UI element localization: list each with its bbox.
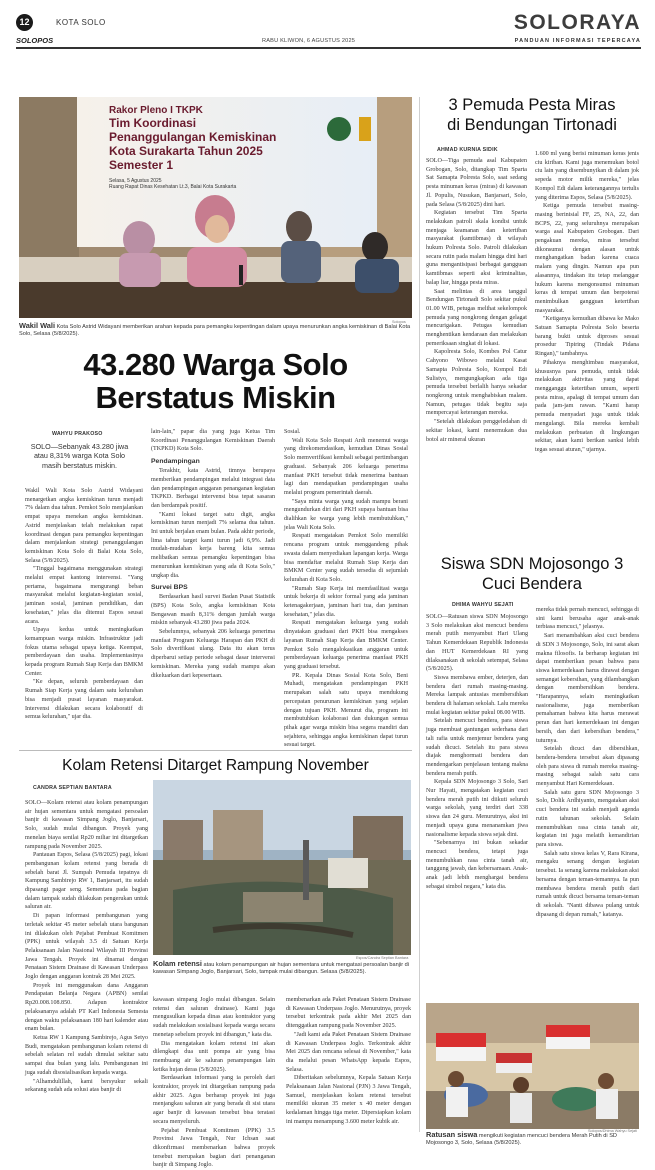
paragraph: Diberitakan sebelumnya, Kepala Satuan Kerja Pelaksanaan Jalan Nasional (PJN) 3 Jawa Tengah, Samuel, menjelaskan kolam retensi tersebut memiliki ukuran 35 meter x 40 meter dengan kedalaman hingga tiga meter. Dipersiapkan kolam ini mampu menampung 3.600 meter kubik air. (286, 1075, 411, 1125)
paragraph: membenarkan ada Paket Penataan Sistem Drainase di Kawasan Underpass Joglo. Menurutnya, proyek tersebut terkontrak pada akhir Mei 2025 dan ditenggatkan rampung pada November 2025. (286, 997, 411, 1030)
paragraph: SOLO—Ratusan siswa SDN Mojosongo 3 Solo melakukan aksi mencuci bendera merah putih menyambut Hari Ulang Tahun Kemerdekaan Republik Indonesia dan HUT Kemerdekaan RI yang dilaksanakan di sekolah setempat, Selasa (5/8/2025). (426, 614, 528, 673)
banner-line: Penanggulangan Kemiskinan (109, 130, 277, 144)
kolam-col2 (153, 996, 275, 1169)
byline: WAHYU PRAKOSO (52, 431, 103, 437)
paragraph: Proyek ini menggunakan dana Anggaran Pendapatan Belanja Negara (APBN) senilai Rp20.008.108.850. Adapun kontraktor pelaksananya adalah PT Karl Indonesia Semesta dengan waktu pelaksanaan 180 hari kalender atau enam bulan. (25, 982, 148, 1033)
headline-line: 3 Pemuda Pesta Miras (448, 96, 616, 114)
byline: CANDRA SEPTIAN BANTARA (33, 785, 112, 791)
section-label-right: SOLORAYA (513, 11, 641, 34)
paragraph: Kegiatan tersebut Tim Sparta melakukan patroli skala kondisi untuk menjaga keamanan dan ketertiban masyarakat (kamtibmas) di wilayah hukum Polresta Solo. Patroli dilakukan secara rutin pada malam hingga dini hari guna mengantisipasi berbagai gangguan kamtibmas seperti aksi kriminalitas, balap liar, hingga pesta miras. (426, 210, 527, 286)
paragraph: Pihaknya menghimbau masyarakat, khususnya para pemuda, untuk tidak melakukan aktivitas yang dapat mengganggu ketertiban umum, seperti pesta miras, apalagi di tempat umum dan pada jam-jam rawan. "Kami harap pemuda menyadari juga untuk tidak mengulangi. Bila mereka kembali melakukan perbuatan di lingkungan sekitar, akan kami berikan sanksi lebih tegas sesuai aturan," ujarnya. (535, 359, 639, 453)
banner-line: Semester 1 (109, 158, 174, 172)
paragraph: Wakil Wali Kota Solo Astrid Widayani menargetkan angka kemiskinan turun menjadi 7% dalam dua tahun. Pemkot Solo menjalankan empat upaya menekan angka kemiskinan. Astrid menjelaskan telah melakukan rapat koordinasi dengan para pemangku kepentingan dalam menjalankan strategi penanggulangan kemiskinan Kota Solo di Balai Kota Solo, Selasa (5/8/2025). (25, 488, 143, 564)
caption-lead: Ratusan siswa (426, 1130, 478, 1139)
main-headline (19, 348, 412, 414)
headline-line: di Bendungan Tirtonadi (447, 115, 617, 134)
paragraph: Sosial. (284, 429, 301, 435)
paragraph: "Setelah dilakukan penggeledahan di sekitar lokasi, kami menemukan dua botol air mineral ukuran (426, 419, 527, 443)
tagline: PANDUAN INFORMASI TEPERCAYA (514, 38, 641, 44)
brand-logo: SOLOPOS (16, 36, 54, 45)
paragraph: Kepala SDN Mojosongo 3 Solo, Sari Nur Hayati, mengatakan kegiatan cuci bendera merah putih ini diikuti seluruh warga sekolah, yang terdiri dari 338 siswa dan 24 guru. Menurutnya, aksi ini menjadi upaya guna menanamkan jiwa nasionalisme kepada siswa sejak dini. (426, 779, 528, 838)
kolam-col1 (25, 799, 148, 1139)
banner-line: Ruang Rapat Dinas Kesehatan Lt.3, Balai Kota Surakarta (109, 184, 237, 190)
paragraph: lain-lain," papar dia yang juga Ketua Tim Koordinasi Penanggulangan Kemiskinan Daerah (TKPKD) Kota Solo. (151, 429, 275, 453)
paragraph: "Sebenarnya ini bukan sekadar mencuci bendera, tetapi juga menumbuhkan rasa cinta tanah air, tanggung jawab, dan kebersamaan. Anak-anak jadi lebih menghargai bendera sebagai simbol negara," kata dia. (426, 840, 528, 890)
kolam-headline: Kolam Retensi Ditarget Rampung November (62, 757, 369, 774)
main-story-col3 (284, 428, 408, 749)
paragraph: Kapolresta Solo, Kombes Pol Catur Cahyono Wibowo melalui Kasat Samapta Polresta Solo, Kompol Edi Sulistyo, mengungkapkan ada tiga pemuda tersebut berlalih hanya sekadar nongkrong untuk menghabiskan malam. Namun, petugas tidak begitu saja mempercayai keterangan mereka. (426, 349, 527, 417)
page-number: 12 (19, 17, 30, 27)
paragraph: "Alhamdulillah, kami bersyukur sekali sekarang sudah ada solusi atas banjir di (25, 1078, 148, 1094)
banner-line: Selasa, 5 Agustus 2025 (109, 178, 162, 184)
kolam-photo (153, 780, 411, 955)
paragraph: Pantauan Espos, Selasa (5/8/2025) pagi, lokasi pembangunan kolam retensi yang berada di sebelah barat Jl. Sumpah Pemuda tepatnya di Kampung Sambirejo RW 1, Banjarsari, itu sudah dipasangi pagar seng. Sementara pada bagian dalam tampak sudah dilakukan pengerukan untuk saluran air. (25, 852, 148, 911)
photo-caption (426, 1131, 639, 1148)
paragraph: Saat melintas di area tanggul Bendungan Tirtonadi Solo sekitar pukul 01.00 WIB, petugas melihat sekelompok pemuda yang nongkrong dengan gelagat mencurigakan. Petugas kemudian menghentikan kendaraan dan melakukan pemeriksaan singkat di lokasi. (426, 288, 527, 347)
paragraph: Setelah mencuci bendera, para siswa juga membuat gantungan sederhana dari tali rafia untuk menjemur bendera yang sudah dicuci. Setelah itu para siswa diajak menghormati bendera dan mendengarkan penjelasan tentang makna bendera merah putih. (426, 718, 528, 777)
caption-text: mengikuti kegiatan mencuci bendera Merah Putih di SD Mojosongo 3, Solo, Selasa (5/8/2025). (426, 1133, 617, 1147)
paragraph: "Ketiganya kemudian dibawa ke Mako Satuan Samapta Polresta Solo beserta barang bukti untuk diproses sesuai prosedur Tipiring (Tindak Pidana Ringan)," tambahnya. (535, 316, 639, 358)
photo-credit: Solopos (392, 320, 406, 324)
banner-line: Tim Koordinasi (109, 116, 197, 130)
masthead-rule (16, 47, 641, 49)
caption-lead: Kolam retensi (153, 959, 202, 968)
paragraph: "Tinggal bagaimana menggunakan strategi melalui empat kantong intervensi. "Yang pertama, bagaimana mengurangi beban masyarakat melalui kegiatan-kegiatan sosial, jaminan sosial, jaminan pendidikan, dan kesehatan," jelas dia ditemui Espos seusai acara. (25, 566, 143, 625)
paragraph: Wali Kota Solo Respati Ardi menemui warga yang direkomendasikan, kemudian Dinas Sosial Solo memverifikasi kembali sebagai pertimbangan graduasi. Sebanyak 206 keluarga penerima manfaat PKH tersebut tidak menerima bantuan lagi dan mendapatkan pendampingan usaha melalui program pemerintah daerah. (284, 437, 408, 496)
sdn-headline (425, 555, 639, 594)
paragraph: Respati mengatakan keluarga yang sudah dinyatakan graduasi dari PKH bisa mengakses layanan Rumah Siap Kerja dan BMKM Center. Pemkot Solo mengalokasikan anggaran untuk pemberdayaan keluarga penerima manfaat PKH yang graduasi tersebut. (284, 620, 408, 670)
paragraph: Siswa membawa ember, deterjen, dan bendera dari rumah masing-masing. Mereka lampak antusias membersihkan bendera di halaman sekolah. Lalu mereka mulai kegiatan sekitar pukul 08.00 WIB. (426, 674, 528, 716)
paragraph: kawasan simpang Joglo mulai dibangun. Selain retensi dan saluran drainase). Kami juga mengusulkan kepada dinas atau kontraktor yang sudah melakukan sosialisasi kepada warga secara menetap sebelum proyek ini dibangun," kata dia. (153, 997, 275, 1038)
main-story-col1 (25, 487, 143, 745)
miras-col2 (535, 150, 639, 535)
paragraph: Respati mengatakan Pemkot Solo memiliki rencana program untuk menggandeng pihak swasta dalam menyediakan lapangan kerja. Warga bisa mendaftar melalui Rumah Siap Kerja dan BMKM Center yang sudah tersedia di sejumlah kelurahan di Kota Solo. (284, 533, 408, 583)
paragraph: Berdasarkan hasil survei Badan Pusat Statistik (BPS) Kota Solo, angka kemiskinan Kota Bengawan masih 8,31% dengan jumlah warga miskin sebanyak 43.280 jiwa pada 2024. (151, 594, 275, 627)
banner-line: Kota Surakarta Tahun 2025 (109, 144, 263, 158)
photo-caption (19, 322, 412, 339)
paragraph: Sari menambahkan aksi cuci bendera di SDN 3 Mojosongo, Solo, ini sarat akan makna filosofis. Ia berharap kegiatan ini dapat memberikan pesan bahwa para siswa kemerdekaan harus dirawat dengan semangat kebersihan, yang dilambangkan dengan membersihkan bendera. "Harapannya, selain meningkatkan nasionalisme, juga memberikan pemahaman bahwa kita harus merawat peran dan hari kemerdekaan ini dengan bersih, dan dari kebersihan bendera," tuturnya. (536, 633, 639, 744)
paragraph: "Saya minta warga yang sudah mampu berani mengundurkan diri dari PKH supaya bantuan bisa dialihkan ke warga yang lebih membutuhkan," jelas Wali Kota Solo. (284, 498, 408, 531)
paragraph: Ketiga pemuda tersebut masing-masing berinisial FF, 25, NA, 22, dan BCPS, 22, yang seluruhnya merupakan warga asal Kabupaten Grobogan. Dari pengakuan mereka, miras tersebut dikonsumsi dengan alasan untuk menghangatkan badan karena cuaca malam yang dingin. Namun apa pun alasannya, tindakan itu tetap melanggar hukum karena mengonsumsi minuman keras di tempat umum dan berpotensi menimbulkan gangguan ketertiban masyarakat. (535, 203, 639, 314)
paragraph: "Jadi kami ada Paket Penataan Sistem Drainase di Kawasan Underpass Joglo. Terkontrak akhir Mei 2025 dan rencana selesai di November," kata dia melalui pesan WhatsApp kepada Espos, Selasa. (286, 1031, 411, 1073)
photo-caption (153, 960, 411, 977)
publication-date: RABU KLIWON, 6 AGUSTUS 2025 (262, 38, 356, 44)
paragraph: SOLO—Kolam retensi atau kolam penampungan air hujan sementara untuk mengatasi persoalan banjir di kawasan Simpang Joglo, Banjarsari, Solo, sudah mulai dibangun. Proyek yang menelan biaya senilai Rp20 miliar ini ditargetkan rampung pada November 2025. (25, 800, 148, 850)
caption-text: Kota Solo Astrid Widayani memberikan arahan kepada para pemangku kepentingan dalam upaya menurunkan angka kemiskinan di Balai Kota Solo, Selasa (5/8/2025). (19, 324, 411, 338)
paragraph: PR. Kepala Dinas Sosial Kota Solo, Beni Muhadi, mengatakan pendampingan PKH merupakan salah satu upaya mendukung percepatan penurunan kemiskinan yang sejalan dengan tujuan PKH. Menurut dia, program ini membutuhkan kolaborasi dan dukungan semua pihak agar warga miskin bisa segera mandiri dan sejahtera, sehingga angka kemiskinan dapat turun sesuai target. (284, 672, 408, 749)
section-label-left: KOTA SOLO (56, 18, 106, 27)
banner-text (109, 105, 319, 190)
headline-line: Cuci Bendera (482, 574, 582, 593)
kolam-col3 (286, 996, 411, 1139)
paragraph: Di papan informasi pembangunan yang terletak sekitar 45 meter sebelah utara bangunan ini dilakukan oleh Pejabat Pembuat Komitmen (PPK) untuk wilayah 3.5 di Satuan Kerja Pelaksanaan Jalan Nasional Wilayah III Provinsi Jawa Tengah. Proyek ini dinamai dengan Penataan Sistem Drainase di Kawasan Underpass Joglo dengan anggaran kontrak 28 Mei 2025. (25, 913, 148, 981)
caption-lead: Wakil Wali (19, 321, 55, 330)
paragraph: Ketua RW 1 Kampung Sambirejo, Agus Setyo Budi, mengatakan pembangunan kolam retensi di sebelah selatan rel sudah dimulai sekitar satu sampai dua bulan yang lalu. Pembangunan ini juga sudah disosialisasikan kepada warga. (25, 1034, 148, 1076)
caption-text: atau kolam penampungan air hujan sementara untuk mengatasi persoalan banjir di kawasan Simpang Joglo, Banjarsari, Solo, tampak mulai dibangun. Selasa (5/8/2025). (153, 962, 409, 976)
page-number-badge (16, 14, 33, 31)
headline-line: Berstatus Miskin (95, 380, 336, 415)
column-divider (419, 97, 420, 1132)
sdn-col1 (426, 613, 528, 981)
paragraph: Upaya kedua untuk meningkatkan kemampuan warga miskin. Infrastruktur jadi fokus utama sebagai upaya ketiga. Keempat, pemberdayaan dan usaha. Implementasinya kepada program Rumah Siap Kerja dan BMKM Center. (25, 627, 143, 677)
main-story-col2 (151, 428, 275, 745)
main-photo (19, 97, 412, 318)
paragraph: "Kami lokasi target satu digit, angka kemiskinan turun menjadi 7% selama dua tahun. Ini untuk berjalan enam bulan. Pada akhir periode, lima tahun target kami turun jadi 6,9%. Jadi mudah-mudahan kerja bareng kita semua melibatkan semua pemangku kepentingan bisa menurunkan kemiskinan yang ada di Kota Solo," ungkap dia. (151, 511, 275, 579)
paragraph: Terakhir, kata Astrid, timnya berupaya memberikan pendampingan melalui integrasi data dan pendampingan anggaran penanganan kegiatan TKPKD. Berbagai intervensi bisa tepat sasaran dan berdampak positif. (151, 468, 275, 509)
paragraph: "Rumah Siap Kerja ini memfasilitasi warga untuk bekerja di sektor formal yang ada jaminan ketenagakerjaan, jaminan hari tua, dan jaminan kesehatan," jelas dia. (284, 585, 408, 618)
banner-line: Rakor Pleno I TKPK (109, 105, 203, 116)
paragraph: SOLO—Tiga pemuda asal Kabupaten Grobogan, Solo, ditangkap Tim Sparta Sat Samapta Polresta Solo, saat sedang pesta minuman keras (miras) di kawasan Jl. Populis, Nusukan, Banjarsari, Solo, pada Selasa (5/8/2025) dini hari. (426, 158, 527, 208)
story-summary: SOLO—Sebanyak 43.280 jiwa atau 8,31% warga Kota Solo masih berstatus miskin. (30, 442, 129, 470)
miras-headline (425, 96, 639, 135)
headline-line: 43.280 Warga Solo (83, 347, 348, 382)
photo-credit: Solopos/Dhima Wahyu Sejati (588, 1129, 638, 1133)
paragraph: Salah satu guru SDN Mojosongo 3 Solo, Dolik Ardhiyanto, mengatakan aksi cuci bendera ini sudah menjadi agenda rutin tahunan sekolah. Selain menumbuhkan rasa cinta tanah air, kegiatan ini juga melatih kemandirian para siswa. (536, 789, 639, 848)
paragraph: Berdasarkan informasi yang ia peroleh dari kontraktor, proyek ini ditargetkan rampung pada akhir 2025. Agus berharap proyek ini juga menjangkau saluran air yang berada di sisi utara agar banjir di kawasan tersebut bisa teratasi secara menyeluruh. (153, 1075, 275, 1125)
section-rule (19, 750, 412, 751)
paragraph: Pejabat Pembuat Komitmen (PPK) 3.5 Provinsi Jawa Tengah, Nur Ichsan saat dikonfirmasi membenarkan bahwa proyek tersebut merupakan bagian dari penanganan banjir di Simpang Joglo. (153, 1127, 275, 1169)
sdn-col2 (536, 606, 639, 981)
paragraph: mereka tidak pernah mencuci, sehingga di sini kami berusaha agar anak-anak terbiasa mencuci," jelasnya. (536, 607, 639, 631)
byline: AHMAD KURNIA SIDIK (437, 147, 498, 153)
paragraph: Setelah dicuci dan dibersihkan, bendera-bendera tersebut akan dipasang oleh para siswa di rumah mereka masing-masing sebagai salah satu cara menyambut Hari Kemerdekaan. (536, 746, 639, 788)
subheading: Pendampingan (151, 458, 200, 466)
paragraph: Salah satu siswa kelas V, Rara Kirana, mengaku senang dengan kegiatan tersebut. Ia senang karena melakukan aksi bersama dengan teman-temannya. Ia pun membawa bendera merah putih dari rumah untuk dicuci bersama teman-teman di sekolah. "Nanti dibawa pulang untuk dipasang di depan rumah," katanya. (536, 850, 639, 918)
miras-col1 (426, 157, 527, 535)
sdn-photo (426, 1003, 639, 1129)
photo-credit: Espos/Candra Septian Bantara (356, 956, 409, 960)
subheading: Survei BPS (151, 584, 188, 592)
paragraph: Sebelumnya, sebanyak 206 keluarga penerima manfaat Program Keluarga Harapan dan PKH di Solo diverifikasi ulang. Data itu akan terus diperbarui setiap periode sebagai dasar intervensi kemiskinan. Mereka yang sudah mampu akan dikeluarkan dari kepesertaan. (151, 629, 275, 679)
masthead (16, 11, 641, 64)
byline: DHIMA WAHYU SEJATI (452, 602, 514, 608)
headline-line: Siswa SDN Mojosongo 3 (440, 555, 624, 573)
paragraph: "Ke depan, seluruh pemberdayaan dan Rumah Siap Kerja yang dalam satu kelurahan bisa menjadi pusat layanan masyarakat. Intervensi dilakukan secara kolaboratif di semua kelurahan," ujar dia. (25, 679, 143, 721)
paragraph: 1.600 ml yang berisi minuman keras jenis ciu kiriban. Kami juga menemukan botol ciu lain yang disembunyikan di dalam jok sepeda motor milik mereka," jelas Kompol Edi dalam keterangannya tertulis yang diterima Espos, Selasa (5/8/2025). (535, 151, 639, 201)
paragraph: Dia mengatakan kolam retensi ini akan dilengkapi dua unit pompa air yang bisa membuang air ke saluran penampungan lain ketika hujan deras (5/8/2025). (153, 1040, 275, 1073)
